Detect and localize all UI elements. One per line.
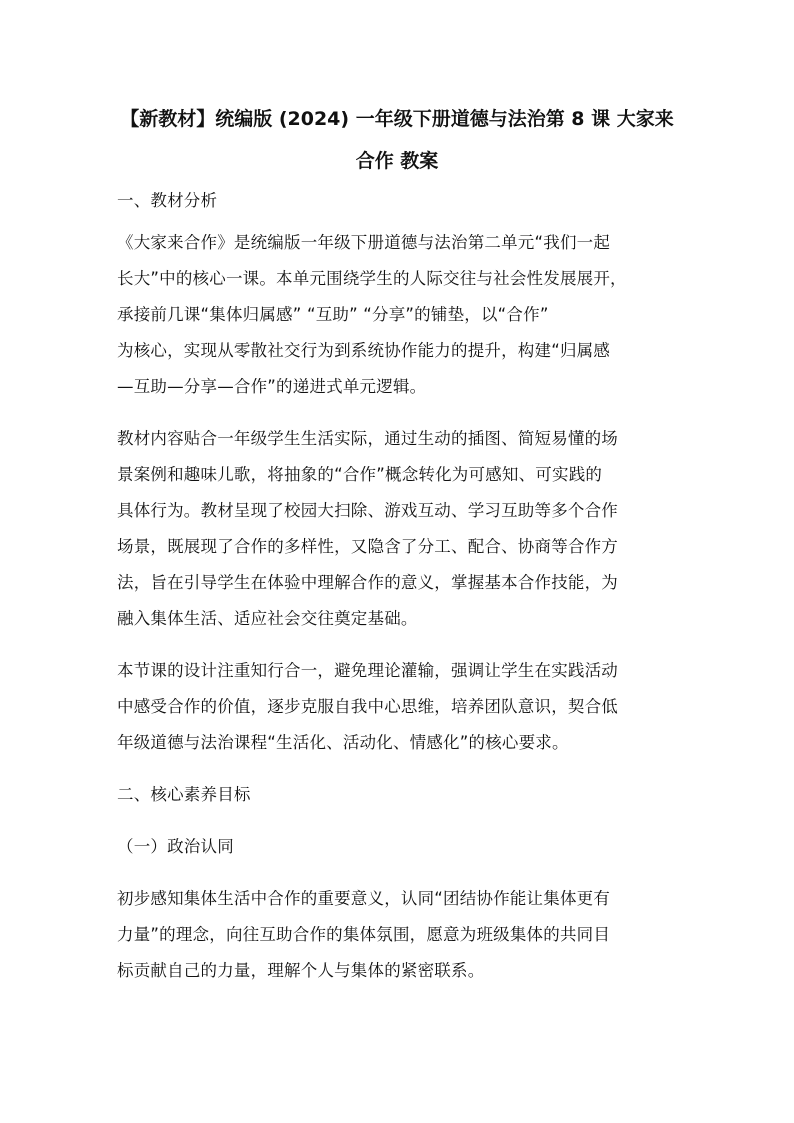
- paragraph-line: 中感受合作的价值，逐步克服自我中心思维，培养团队意识，契合低: [117, 697, 618, 716]
- paragraph-line: —互助—分享—合作”的递进式单元逻辑。: [117, 377, 427, 396]
- paragraph-line: 教材内容贴合一年级学生生活实际，通过生动的插图、简短易懂的场: [117, 429, 618, 448]
- paragraph-line: 初步感知集体生活中合作的重要意义，认同“团结协作能让集体更有: [117, 889, 611, 908]
- paragraph-line: 年级道德与法治课程“生活化、活动化、情感化”的核心要求。: [117, 733, 569, 752]
- document-title-line-2: 合作 教案: [355, 150, 439, 172]
- paragraph-line: 标贡献自己的力量，理解个人与集体的紧密联系。: [117, 961, 485, 980]
- paragraph-line: 承接前几课“集体归属感” “互助” “分享”的铺垫，以“合作”: [117, 305, 549, 324]
- section-heading-core-literacy-goals: 二、核心素养目标: [117, 785, 251, 804]
- paragraph-line: 具体行为。教材呈现了校园大扫除、游戏互动、学习互助等多个合作: [117, 501, 618, 520]
- subsection-heading-political-identity: （一）政治认同: [117, 837, 234, 856]
- paragraph-line: 长大”中的核心一课。本单元围绕学生的人际交往与社会性发展展开，: [117, 269, 627, 288]
- paragraph-line: 力量”的理念，向往互助合作的集体氛围，愿意为班级集体的共同目: [117, 925, 611, 944]
- paragraph-line: 《大家来合作》是统编版一年级下册道德与法治第二单元“我们一起: [117, 233, 611, 252]
- paragraph-line: 景案例和趣味儿歌，将抽象的“合作”概念转化为可感知、可实践的: [117, 465, 603, 484]
- paragraph-line: 场景，既展现了合作的多样性，又隐含了分工、配合、协商等合作方: [117, 537, 618, 556]
- paragraph-line: 本节课的设计注重知行合一，避免理论灌输，强调让学生在实践活动: [117, 661, 618, 680]
- paragraph-line: 法，旨在引导学生在体验中理解合作的意义，掌握基本合作技能，为: [117, 573, 618, 592]
- paragraph-line: 为核心，实现从零散社交行为到系统协作能力的提升，构建“归属感: [117, 341, 611, 360]
- document-title-line-1: 【新教材】统编版 (2024) 一年级下册道德与法治第 8 课 大家来: [120, 108, 674, 130]
- section-heading-textbook-analysis: 一、教材分析: [117, 191, 218, 210]
- paragraph-line: 融入集体生活、适应社会交往奠定基础。: [117, 609, 418, 628]
